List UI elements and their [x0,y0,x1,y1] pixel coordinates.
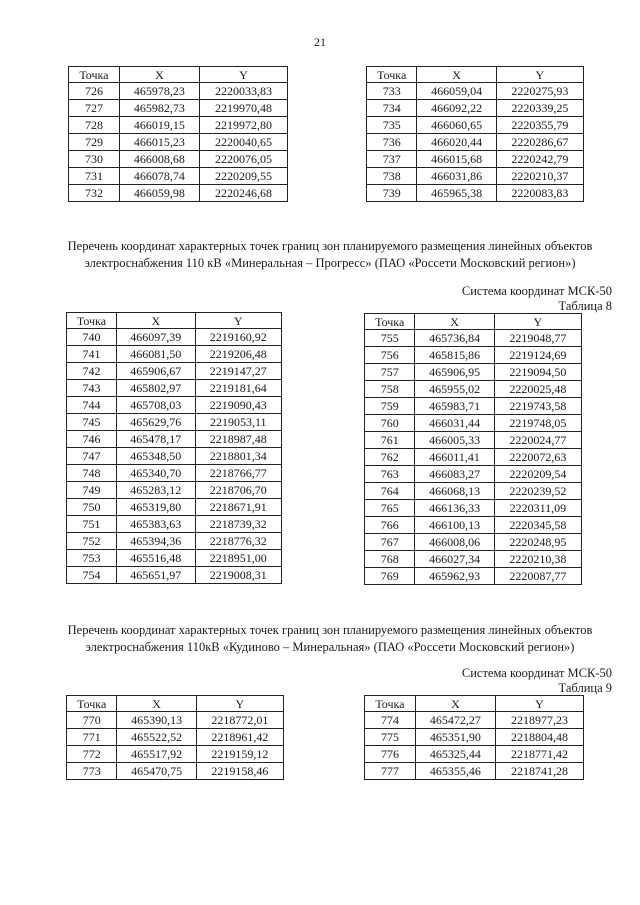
table-row [365,330,582,347]
table-row [365,746,584,763]
x-coordinate-cell: 466081,50 [116,346,195,363]
section2-heading-line1: Перечень координат характерных точек границ зон планируемого размещения линейных объектов [67,623,593,637]
y-coordinate-cell: 2219008,31 [195,567,281,584]
column-header: Y [195,313,281,329]
x-coordinate-cell: 466005,33 [415,432,494,449]
point-id-cell: 774 [365,712,416,729]
y-coordinate-cell: 2219970,48 [199,100,287,117]
point-id-cell: 769 [365,568,415,585]
table-row [365,712,584,729]
y-coordinate-cell: 2220210,37 [496,168,583,185]
x-coordinate-cell: 465340,70 [116,465,195,482]
point-id-cell: 750 [67,499,117,516]
y-coordinate-cell: 2218776,32 [195,533,281,550]
point-id-cell: 760 [365,415,415,432]
table-row [67,533,282,550]
table-row [67,363,282,380]
point-id-cell: 737 [367,151,417,168]
y-coordinate-cell: 2220345,58 [494,517,581,534]
x-coordinate-cell: 465472,27 [415,712,495,729]
column-header: X [116,313,195,329]
y-coordinate-cell: 2218987,48 [195,431,281,448]
section2-heading-line2: электроснабжения 110кВ «Кудиново – Минеральная» (ПАО «Россети Московский регион») [85,640,575,654]
y-coordinate-cell: 2219124,69 [494,347,581,364]
point-id-cell: 773 [67,763,117,780]
section1-heading-line2: электроснабжения 110 кВ «Минеральная – Прогресс» (ПАО «Россети Московский регион») [84,256,576,270]
table-row [67,550,282,567]
point-id-cell: 744 [67,397,117,414]
y-coordinate-cell: 2220024,77 [494,432,581,449]
y-coordinate-cell: 2219748,05 [494,415,581,432]
point-id-cell: 767 [365,534,415,551]
y-coordinate-cell: 2220209,54 [494,466,581,483]
table-row [67,763,284,780]
column-header: Точка [365,314,415,330]
point-id-cell: 766 [365,517,415,534]
table-row [365,364,582,381]
y-coordinate-cell: 2220083,83 [496,185,583,202]
column-header: X [117,696,196,712]
x-coordinate-cell: 465629,76 [116,414,195,431]
section1-heading [40,238,620,272]
y-coordinate-cell: 2218977,23 [495,712,583,729]
column-header: Y [495,696,583,712]
x-coordinate-cell: 466011,41 [415,449,494,466]
column-header: Y [494,314,581,330]
section2-caption [462,666,612,696]
table-row [365,763,584,780]
point-id-cell: 745 [67,414,117,431]
y-coordinate-cell: 2219053,11 [195,414,281,431]
point-id-cell: 747 [67,448,117,465]
point-id-cell: 764 [365,483,415,500]
y-coordinate-cell: 2219972,80 [199,117,287,134]
x-coordinate-cell: 466020,44 [417,134,496,151]
y-coordinate-cell: 2219147,27 [195,363,281,380]
section2-heading [40,622,620,656]
x-coordinate-cell: 465319,80 [116,499,195,516]
table-row [67,712,284,729]
y-coordinate-cell: 2218801,34 [195,448,281,465]
column-header: Y [196,696,283,712]
y-coordinate-cell: 2219159,12 [196,746,283,763]
table-row [365,483,582,500]
column-header: X [415,696,495,712]
table-row [365,551,582,568]
page-number: 21 [314,35,326,49]
table-row [67,567,282,584]
column-header: X [417,67,496,83]
table-header-row [367,67,584,83]
y-coordinate-cell: 2218772,01 [196,712,283,729]
table-row [365,729,584,746]
x-coordinate-cell: 466008,06 [415,534,494,551]
column-header: Y [199,67,287,83]
x-coordinate-cell: 466068,13 [415,483,494,500]
point-id-cell: 770 [67,712,117,729]
y-coordinate-cell: 2220286,67 [496,134,583,151]
table-row [67,414,282,431]
y-coordinate-cell: 2220239,52 [494,483,581,500]
x-coordinate-cell: 466031,86 [417,168,496,185]
x-coordinate-cell: 466092,22 [417,100,496,117]
x-coordinate-cell: 466059,04 [417,83,496,100]
table-row [67,448,282,465]
y-coordinate-cell: 2220033,83 [199,83,287,100]
x-coordinate-cell: 465802,97 [116,380,195,397]
point-id-cell: 759 [365,398,415,415]
point-id-cell: 752 [67,533,117,550]
table-row [367,168,584,185]
table-row [367,100,584,117]
table-row [69,151,288,168]
point-id-cell: 775 [365,729,416,746]
y-coordinate-cell: 2220209,55 [199,168,287,185]
table-header-row [69,67,288,83]
x-coordinate-cell: 465470,75 [117,763,196,780]
table-row [367,151,584,168]
y-coordinate-cell: 2220311,09 [494,500,581,517]
point-id-cell: 734 [367,100,417,117]
table-row [365,415,582,432]
y-coordinate-cell: 2219181,64 [195,380,281,397]
table-row [365,466,582,483]
point-id-cell: 755 [365,330,415,347]
table-row [365,534,582,551]
table-row [67,380,282,397]
section2-table-label: Таблица 9 [558,681,612,695]
coord-table-774-777 [364,695,584,780]
x-coordinate-cell: 465708,03 [116,397,195,414]
x-coordinate-cell: 466060,65 [417,117,496,134]
x-coordinate-cell: 466015,23 [119,134,199,151]
x-coordinate-cell: 465736,84 [415,330,494,347]
y-coordinate-cell: 2218706,70 [195,482,281,499]
point-id-cell: 753 [67,550,117,567]
x-coordinate-cell: 465348,50 [116,448,195,465]
section1-caption [462,284,612,314]
point-id-cell: 727 [69,100,120,117]
table-header-row [67,313,282,329]
column-header: Точка [67,696,117,712]
point-id-cell: 738 [367,168,417,185]
table-row [69,83,288,100]
y-coordinate-cell: 2218766,77 [195,465,281,482]
y-coordinate-cell: 2218771,42 [495,746,583,763]
point-id-cell: 763 [365,466,415,483]
y-coordinate-cell: 2218739,32 [195,516,281,533]
point-id-cell: 730 [69,151,120,168]
point-id-cell: 756 [365,347,415,364]
x-coordinate-cell: 465390,13 [117,712,196,729]
x-coordinate-cell: 465517,92 [117,746,196,763]
y-coordinate-cell: 2218671,91 [195,499,281,516]
table-row [365,347,582,364]
x-coordinate-cell: 466083,27 [415,466,494,483]
point-id-cell: 732 [69,185,120,202]
table-row [69,185,288,202]
table-row [67,465,282,482]
point-id-cell: 749 [67,482,117,499]
x-coordinate-cell: 465651,97 [116,567,195,584]
x-coordinate-cell: 465982,73 [119,100,199,117]
table-row [69,168,288,185]
y-coordinate-cell: 2219206,48 [195,346,281,363]
y-coordinate-cell: 2219048,77 [494,330,581,347]
x-coordinate-cell: 465962,93 [415,568,494,585]
x-coordinate-cell: 465965,38 [417,185,496,202]
x-coordinate-cell: 465906,95 [415,364,494,381]
table-row [69,134,288,151]
x-coordinate-cell: 466097,39 [116,329,195,346]
table-row [365,398,582,415]
column-header: Точка [67,313,117,329]
point-id-cell: 746 [67,431,117,448]
y-coordinate-cell: 2218741,28 [495,763,583,780]
y-coordinate-cell: 2219743,58 [494,398,581,415]
table-header-row [365,696,584,712]
y-coordinate-cell: 2218961,42 [196,729,283,746]
table-row [365,432,582,449]
y-coordinate-cell: 2220355,79 [496,117,583,134]
y-coordinate-cell: 2220040,65 [199,134,287,151]
y-coordinate-cell: 2219090,43 [195,397,281,414]
y-coordinate-cell: 2218804,48 [495,729,583,746]
table-row [67,516,282,533]
column-header: Точка [367,67,417,83]
point-id-cell: 736 [367,134,417,151]
point-id-cell: 776 [365,746,416,763]
y-coordinate-cell: 2218951,00 [195,550,281,567]
point-id-cell: 751 [67,516,117,533]
x-coordinate-cell: 466019,15 [119,117,199,134]
x-coordinate-cell: 465978,23 [119,83,199,100]
y-coordinate-cell: 2219160,92 [195,329,281,346]
x-coordinate-cell: 465325,44 [415,746,495,763]
table-row [67,499,282,516]
table-header-row [67,696,284,712]
y-coordinate-cell: 2219158,46 [196,763,283,780]
point-id-cell: 740 [67,329,117,346]
point-id-cell: 777 [365,763,416,780]
point-id-cell: 739 [367,185,417,202]
y-coordinate-cell: 2220242,79 [496,151,583,168]
x-coordinate-cell: 466015,68 [417,151,496,168]
point-id-cell: 741 [67,346,117,363]
table-row [367,185,584,202]
y-coordinate-cell: 2220210,38 [494,551,581,568]
point-id-cell: 726 [69,83,120,100]
x-coordinate-cell: 466136,33 [415,500,494,517]
x-coordinate-cell: 466031,44 [415,415,494,432]
point-id-cell: 743 [67,380,117,397]
section1-coordinate-system: Система координат МСК-50 [461,284,612,298]
column-header: X [119,67,199,83]
coord-table-770-773 [66,695,284,780]
table-row [67,397,282,414]
y-coordinate-cell: 2220025,48 [494,381,581,398]
x-coordinate-cell: 466008,68 [119,151,199,168]
y-coordinate-cell: 2219094,50 [494,364,581,381]
table-row [365,568,582,585]
x-coordinate-cell: 466059,98 [119,185,199,202]
table-row [67,482,282,499]
point-id-cell: 768 [365,551,415,568]
column-header: Точка [69,67,120,83]
table-row [69,117,288,134]
point-id-cell: 748 [67,465,117,482]
y-coordinate-cell: 2220087,77 [494,568,581,585]
point-id-cell: 772 [67,746,117,763]
x-coordinate-cell: 465478,17 [116,431,195,448]
column-header: Y [496,67,583,83]
x-coordinate-cell: 465355,46 [415,763,495,780]
table-row [67,746,284,763]
point-id-cell: 758 [365,381,415,398]
point-id-cell: 731 [69,168,120,185]
table-row [367,83,584,100]
table-row [367,134,584,151]
section1-heading-line1: Перечень координат характерных точек границ зон планируемого размещения линейных объектов [67,239,593,253]
x-coordinate-cell: 466027,34 [415,551,494,568]
column-header: Точка [365,696,416,712]
section2-coordinate-system: Система координат МСК-50 [461,666,612,680]
table-row [365,500,582,517]
x-coordinate-cell: 465983,71 [415,398,494,415]
table-row [367,117,584,134]
x-coordinate-cell: 466100,13 [415,517,494,534]
table-row [67,329,282,346]
y-coordinate-cell: 2220275,93 [496,83,583,100]
point-id-cell: 757 [365,364,415,381]
table-row [67,346,282,363]
y-coordinate-cell: 2220339,25 [496,100,583,117]
coord-table-755-769 [364,313,582,585]
x-coordinate-cell: 465516,48 [116,550,195,567]
x-coordinate-cell: 465906,67 [116,363,195,380]
point-id-cell: 754 [67,567,117,584]
point-id-cell: 771 [67,729,117,746]
point-id-cell: 728 [69,117,120,134]
x-coordinate-cell: 465394,36 [116,533,195,550]
x-coordinate-cell: 465383,63 [116,516,195,533]
y-coordinate-cell: 2220246,68 [199,185,287,202]
point-id-cell: 761 [365,432,415,449]
x-coordinate-cell: 465522,52 [117,729,196,746]
table-row [67,431,282,448]
coord-table-733-739 [366,66,584,202]
x-coordinate-cell: 466078,74 [119,168,199,185]
table-row [365,381,582,398]
x-coordinate-cell: 465351,90 [415,729,495,746]
coord-table-740-754 [66,312,282,584]
table-header-row [365,314,582,330]
point-id-cell: 742 [67,363,117,380]
point-id-cell: 729 [69,134,120,151]
point-id-cell: 762 [365,449,415,466]
coord-table-726-732 [68,66,288,202]
y-coordinate-cell: 2220076,05 [199,151,287,168]
table-row [67,729,284,746]
point-id-cell: 733 [367,83,417,100]
x-coordinate-cell: 465815,86 [415,347,494,364]
point-id-cell: 735 [367,117,417,134]
column-header: X [415,314,494,330]
table-row [365,517,582,534]
y-coordinate-cell: 2220248,95 [494,534,581,551]
x-coordinate-cell: 465283,12 [116,482,195,499]
section1-table-label: Таблица 8 [558,299,612,313]
x-coordinate-cell: 465955,02 [415,381,494,398]
y-coordinate-cell: 2220072,63 [494,449,581,466]
table-row [69,100,288,117]
table-row [365,449,582,466]
point-id-cell: 765 [365,500,415,517]
